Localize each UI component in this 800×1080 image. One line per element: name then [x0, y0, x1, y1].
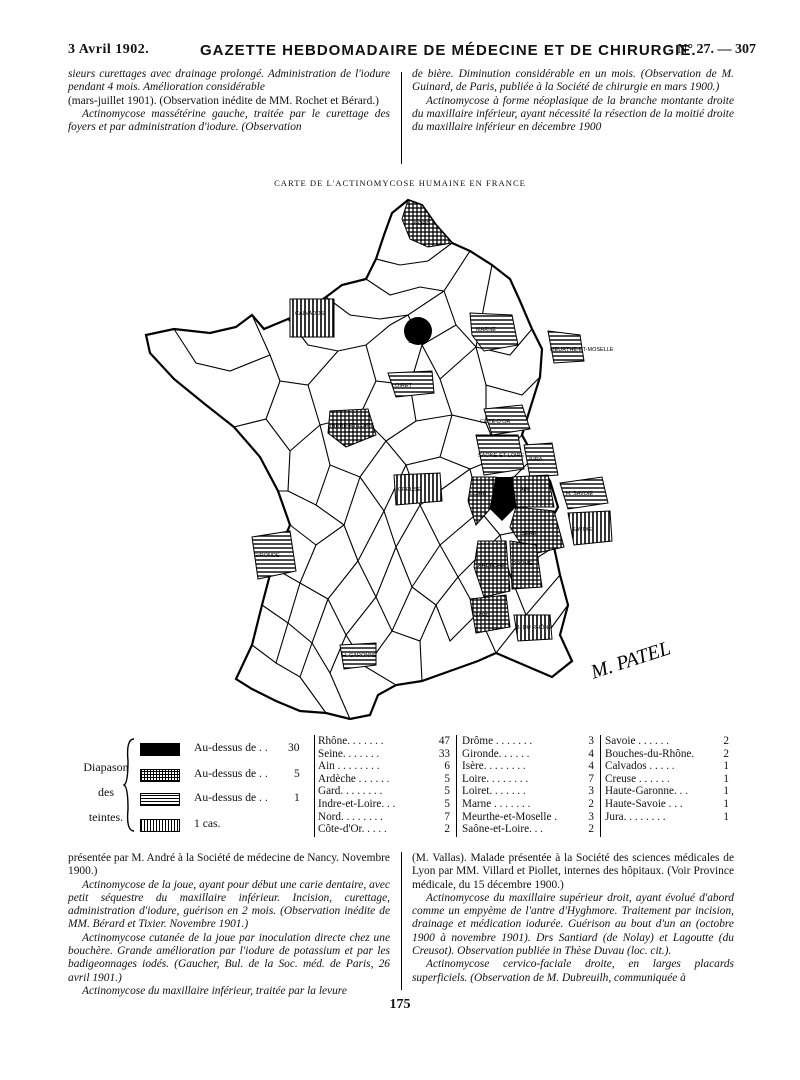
page-header	[60, 38, 760, 62]
stats-row: Rhône. . . . . . . 47	[318, 735, 450, 747]
paragraph: Actinomycose massétérine gauche, traitée par le curettage des foyers et par administration d'iodure. (Observation	[68, 107, 390, 134]
department-label: H. GARONNE	[342, 653, 377, 659]
department-label: MEURTHE-ET-MOSELLE	[550, 347, 614, 353]
legend-brace	[122, 737, 136, 833]
stats-row: Gironde. . . . . . 4	[462, 747, 594, 760]
top-right-column	[412, 68, 734, 134]
stats-row: Jura. . . . . . . . 1	[605, 810, 729, 823]
stats-row: Haute-Savoie . . . 1	[605, 797, 729, 810]
legend-label: Au-dessus de . .	[194, 791, 268, 804]
paragraph: (mars-juillet 1901). (Observation inédite de MM. Rochet et Bérard.)	[68, 94, 379, 107]
paragraph: Actinomycose du maxillaire inférieur, traitée par la levure	[82, 984, 347, 997]
stats-row: Calvados . . . . . 1	[605, 760, 729, 773]
column-divider	[401, 852, 402, 990]
paragraph: Actinomycose du maxillaire supérieur droit, ayant évolué d'abord comme un empyème de l'antre d'Hyghmore. Traitement par incision, drainage et médication iodurée. Guérison au bout d'un an (octobre 1900 à novembre 1901). Drs Santiard (de Nolay) et Lagoutte (du Creusot). Observation publiée in Thèse Duvau (loc. cit.).	[412, 891, 734, 958]
stats-row: Saône-et-Loire. . . 2	[462, 823, 594, 836]
stats-row: Gard. . . . . . . . 5	[318, 785, 450, 798]
dept-calvados	[290, 299, 334, 337]
legend-swatch-horizontal	[140, 793, 180, 806]
legend-divider	[314, 735, 315, 837]
legend-label: Au-dessus de . .	[194, 741, 268, 754]
department-label: MARNE	[476, 327, 496, 333]
department-label: SEINE	[408, 339, 425, 345]
stats-row: Drôme . . . . . . . 3	[462, 735, 594, 747]
stats-row: Indre-et-Loire. . . 5	[318, 797, 450, 810]
department-label: B. DU RHÔNE	[516, 625, 553, 631]
stats-row: Ain . . . . . . . . 6	[318, 760, 450, 773]
stats-row: Loire. . . . . . . . 7	[462, 772, 594, 785]
legend-side-label: Diapason des teintes.	[83, 760, 129, 824]
top-left-column	[68, 68, 390, 134]
paragraph: Actinomycose de la joue, ayant pour début une carie dentaire, avec petit séquestre du maxillaire inférieur. Incision, curettage, administration d'iodure, guérison en 2 mois. (Observation inédite de MM. Bérard et Tixier. Novembre 1901.)	[68, 878, 390, 931]
paragraph: (M. Vallas). Malade présentée à la Société des sciences médicales de Lyon par MM. Villard et Piollet, internes des hôpitaux. (Voir Province médicale, du 15 décembre 1900.)	[412, 852, 734, 891]
department-label: ARDÈCHE	[478, 563, 505, 569]
department-label: GIRONDE	[254, 553, 280, 559]
stats-row: Côte-d'Or. . . . . 2	[318, 823, 450, 836]
stats-divider	[600, 735, 601, 837]
paragraph: Actinomycose cervico-faciale droite, en larges placards superficiels. (Observation de M. Dubreuilh, communiquée à	[412, 958, 734, 984]
map-signature: M. PATEL	[588, 637, 674, 684]
stats-column-1	[318, 735, 450, 836]
paragraph: de bière. Diminution considérable en un mois. (Observation de M. Guinard, de Paris, publiée à la Société de chirurgie en mars 1900.)	[412, 68, 734, 94]
stats-row: Savoie . . . . . . 2	[605, 735, 729, 747]
stats-column-2	[462, 735, 594, 836]
department-label: AIN	[520, 487, 530, 493]
department-label: SAÔNE-ET-LOIRE	[478, 453, 525, 459]
bottom-left-column	[68, 852, 390, 998]
stats-row: Creuse . . . . . . 1	[605, 772, 729, 785]
legend-label: Au-dessus de . .	[194, 767, 268, 780]
legend-value: 5	[294, 767, 300, 780]
department-label: ISÈRE	[520, 531, 537, 537]
department-label: H. SAVOIE	[566, 491, 594, 497]
department-label: LOIRET	[392, 383, 412, 389]
stats-row: Haute-Garonne. . . 1	[605, 785, 729, 798]
page-number: 175	[389, 997, 411, 1012]
department-label: LOIRE	[470, 491, 487, 497]
department-label: NORD	[414, 221, 431, 227]
header-date: 3 Avril 1902.	[68, 42, 150, 57]
stats-row: Nord. . . . . . . . 7	[318, 810, 450, 823]
issue-page-number: N° 27. — 307	[677, 42, 756, 57]
stats-row: Bouches-du-Rhône. 2	[605, 747, 729, 760]
map-title: CARTE DE L'ACTINOMYCOSE HUMAINE EN FRANCE	[274, 178, 526, 188]
department-label: RHÔNE	[496, 491, 516, 497]
department-label: INDRE-ET-LOIRE	[330, 423, 375, 429]
journal-title: GAZETTE HEBDOMADAIRE DE MÉDECINE ET DE CHIRURGIE.	[200, 42, 697, 59]
legend-value: 1	[294, 791, 300, 804]
department-label: GARD	[474, 613, 490, 619]
paragraph: sieurs curettages avec drainage prolongé. Administration de l'iodure pendant 4 mois. Amélioration considérable	[68, 68, 390, 94]
department-label: CREUSE	[398, 487, 421, 493]
department-label: DRÔME	[512, 561, 533, 567]
legend-value: 30	[288, 741, 300, 754]
paragraph: présentée par M. André à la Société de médecine de Nancy. Novembre 1900.)	[68, 852, 390, 878]
stats-divider	[456, 735, 457, 837]
bottom-right-column	[412, 852, 734, 985]
stats-row: Loiret. . . . . . . 3	[462, 785, 594, 798]
stats-row: Isère. . . . . . . . 4	[462, 760, 594, 773]
department-label: CÔTE-D'OR	[480, 419, 511, 425]
france-map	[140, 195, 680, 725]
legend-label: 1 cas.	[194, 817, 221, 830]
stats-row: Ardèche . . . . . . 5	[318, 772, 450, 785]
stats-row: Marne . . . . . . . 2	[462, 797, 594, 810]
dept-ain	[512, 475, 554, 507]
legend-swatch-black	[140, 743, 180, 756]
legend-swatch-vertical	[140, 819, 180, 832]
department-label: JURA	[528, 457, 543, 463]
stats-row: Meurthe-et-Moselle . 3	[462, 810, 594, 823]
stats-column-3	[605, 735, 729, 823]
paragraph: Actinomycose cutanée de la joue par inoculation directe chez une bouchère. Grande amélioration par l'iodure de potassium et par les badigeonnages iodés. (Gaucher, Bul. de la Soc. méd. de Paris, 26 avril 1901.)	[68, 931, 390, 984]
paragraph: Actinomycose à forme néoplasique de la branche montante droite du maxillaire inférieur, ayant nécessité la résection de la moitié droite du maxillaire inférieur en décembre 1900	[412, 94, 734, 134]
legend-swatch-crosshatch	[140, 769, 180, 782]
stats-row: Seine. . . . . . . 33	[318, 747, 450, 760]
column-divider	[401, 72, 402, 164]
map-legend	[48, 735, 800, 845]
department-label: CALVADOS	[295, 311, 325, 317]
department-label: SAVOIE	[572, 527, 593, 533]
